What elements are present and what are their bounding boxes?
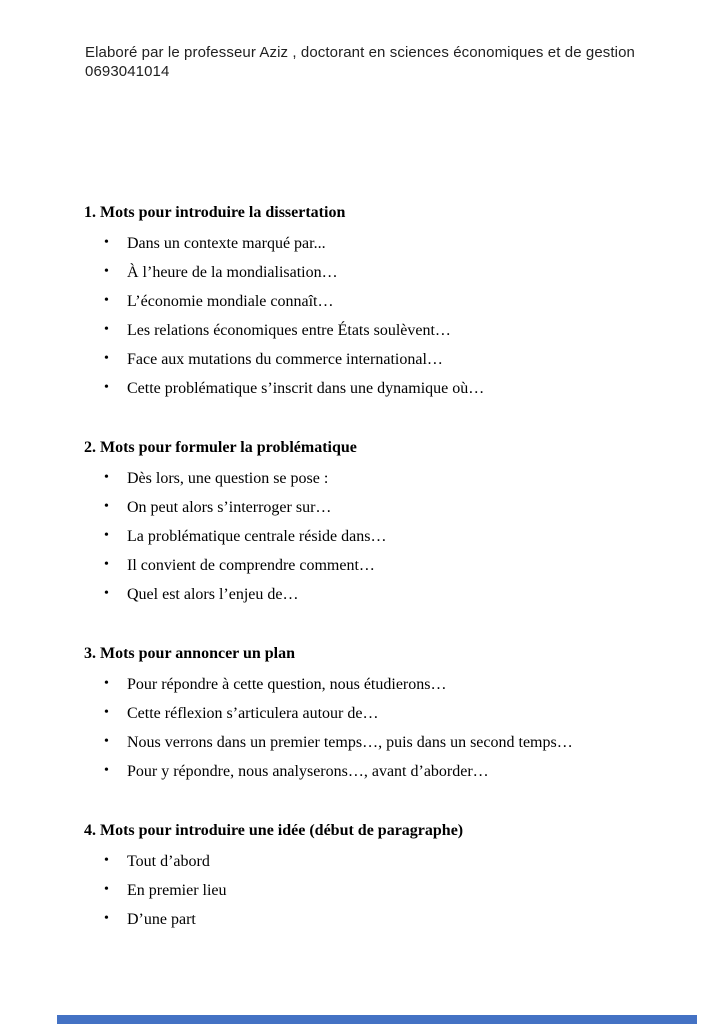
bullet-icon: • bbox=[104, 586, 109, 601]
list-item-text: Les relations économiques entre États soulèvent… bbox=[127, 322, 451, 339]
list-item-text: Tout d’abord bbox=[127, 853, 210, 870]
list-item bbox=[84, 499, 684, 528]
list-item bbox=[84, 882, 684, 911]
bullet-icon: • bbox=[104, 322, 109, 337]
list-item bbox=[84, 470, 684, 499]
section bbox=[84, 822, 684, 940]
bullet-list bbox=[84, 676, 684, 792]
list-item bbox=[84, 322, 684, 351]
bullet-icon: • bbox=[104, 911, 109, 926]
bullet-icon: • bbox=[104, 499, 109, 514]
bullet-icon: • bbox=[104, 676, 109, 691]
bullet-icon: • bbox=[104, 882, 109, 897]
list-item bbox=[84, 853, 684, 882]
bullet-list bbox=[84, 853, 684, 940]
list-item-text: L’économie mondiale connaît… bbox=[127, 293, 334, 310]
list-item-text: Dès lors, une question se pose : bbox=[127, 470, 329, 487]
list-item bbox=[84, 380, 684, 409]
bullet-icon: • bbox=[104, 528, 109, 543]
list-item bbox=[84, 293, 684, 322]
bullet-icon: • bbox=[104, 293, 109, 308]
list-item-text: D’une part bbox=[127, 911, 196, 928]
header-line-author: Elaboré par le professeur Aziz , doctorant en sciences économiques et de gestion bbox=[85, 44, 635, 61]
list-item bbox=[84, 235, 684, 264]
bullet-icon: • bbox=[104, 380, 109, 395]
bullet-icon: • bbox=[104, 734, 109, 749]
section-title: 4. Mots pour introduire une idée (début de paragraphe) bbox=[84, 822, 464, 839]
section-title: 2. Mots pour formuler la problématique bbox=[84, 439, 357, 456]
list-item bbox=[84, 264, 684, 293]
list-item bbox=[84, 705, 684, 734]
section-title: 3. Mots pour annoncer un plan bbox=[84, 645, 296, 662]
bullet-icon: • bbox=[104, 470, 109, 485]
list-item bbox=[84, 676, 684, 705]
document-body bbox=[84, 204, 684, 970]
bullet-icon: • bbox=[104, 853, 109, 868]
list-item-text: À l’heure de la mondialisation… bbox=[127, 264, 338, 281]
section bbox=[84, 439, 684, 615]
list-item-text: Pour y répondre, nous analyserons…, avant d’aborder… bbox=[127, 763, 489, 780]
bullet-icon: • bbox=[104, 351, 109, 366]
list-item bbox=[84, 586, 684, 615]
list-item bbox=[84, 528, 684, 557]
list-item-text: Dans un contexte marqué par... bbox=[127, 235, 326, 252]
list-item-text: Nous verrons dans un premier temps…, puis dans un second temps… bbox=[127, 734, 573, 751]
section-title: 1. Mots pour introduire la dissertation bbox=[84, 204, 346, 221]
bullet-icon: • bbox=[104, 705, 109, 720]
list-item-text: La problématique centrale réside dans… bbox=[127, 528, 387, 545]
list-item bbox=[84, 763, 684, 792]
page-bottom-bar bbox=[57, 1015, 697, 1024]
list-item-text: Il convient de comprendre comment… bbox=[127, 557, 375, 574]
section bbox=[84, 645, 684, 792]
bullet-list bbox=[84, 470, 684, 615]
list-item bbox=[84, 351, 684, 380]
list-item bbox=[84, 734, 684, 763]
list-item bbox=[84, 557, 684, 586]
list-item-text: Pour répondre à cette question, nous étudierons… bbox=[127, 676, 447, 693]
bullet-list bbox=[84, 235, 684, 409]
header-line-phone: 0693041014 bbox=[85, 63, 170, 80]
bullet-icon: • bbox=[104, 235, 109, 250]
bullet-icon: • bbox=[104, 557, 109, 572]
list-item bbox=[84, 911, 684, 940]
bullet-icon: • bbox=[104, 264, 109, 279]
list-item-text: En premier lieu bbox=[127, 882, 227, 899]
list-item-text: Quel est alors l’enjeu de… bbox=[127, 586, 299, 603]
section bbox=[84, 204, 684, 409]
document-header bbox=[85, 43, 645, 81]
list-item-text: On peut alors s’interroger sur… bbox=[127, 499, 332, 516]
bullet-icon: • bbox=[104, 763, 109, 778]
list-item-text: Face aux mutations du commerce international… bbox=[127, 351, 443, 368]
list-item-text: Cette problématique s’inscrit dans une dynamique où… bbox=[127, 380, 485, 397]
list-item-text: Cette réflexion s’articulera autour de… bbox=[127, 705, 379, 722]
